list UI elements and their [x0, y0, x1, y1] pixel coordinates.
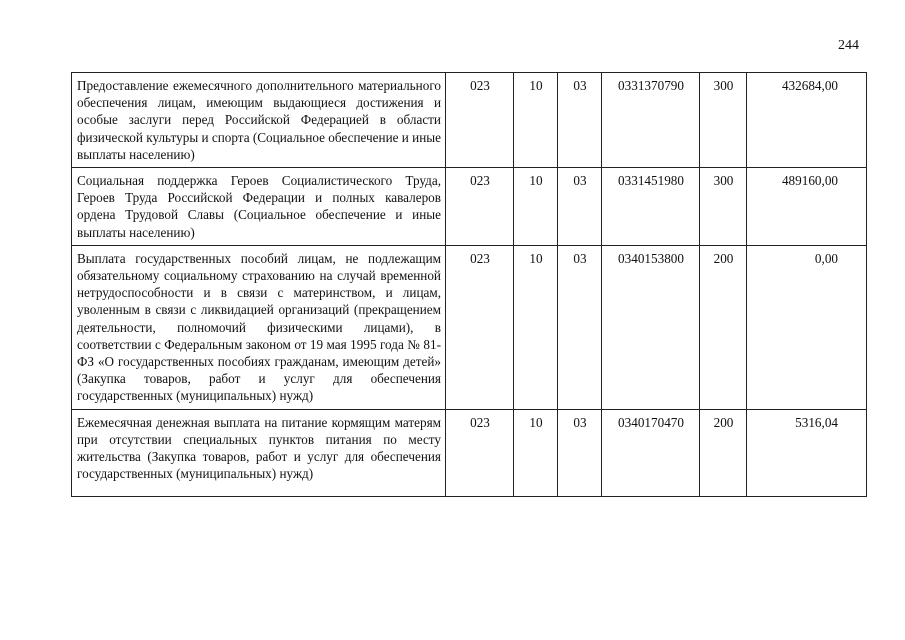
table-row [72, 409, 867, 497]
amount: 432684,00 [747, 73, 867, 168]
subsection-code: 03 [558, 168, 602, 246]
section-code: 10 [514, 409, 558, 497]
budget-table [71, 72, 867, 497]
row-description: Предоставление ежемесячного дополнительного материального обеспечения лицам, имеющим выдающиеся достижения и особые заслуги перед Российской Федерацией в области физической культуры и спорта (Социальное обеспечение и иные выплаты населению) [72, 73, 446, 168]
amount: 0,00 [747, 245, 867, 409]
section-code: 10 [514, 245, 558, 409]
ministry-code: 023 [446, 245, 514, 409]
ministry-code: 023 [446, 168, 514, 246]
table-row [72, 73, 867, 168]
row-description: Выплата государственных пособий лицам, не подлежащим обязательному социальному страхованию на случай временной нетрудоспособности и в связи с материнством, и лицам, уволенным в связи с ликвидацией организаций (прекращением деятельности, полномочий физическими лицами), в соответствии с Федеральным законом от 19 мая 1995 года № 81-ФЗ «О государственных пособиях гражданам, имеющим детей» (Закупка товаров, работ и услуг для обеспечения государственных (муниципальных) нужд) [72, 245, 446, 409]
page-number: 244 [838, 38, 859, 53]
target-article-code: 0340170470 [602, 409, 700, 497]
subsection-code: 03 [558, 73, 602, 168]
amount: 5316,04 [747, 409, 867, 497]
section-code: 10 [514, 168, 558, 246]
row-description: Социальная поддержка Героев Социалистического Труда, Героев Труда Российской Федерации и полных кавалеров ордена Трудовой Славы (Социальное обеспечение и иные выплаты населению) [72, 168, 446, 246]
subsection-code: 03 [558, 245, 602, 409]
table-row [72, 245, 867, 409]
ministry-code: 023 [446, 409, 514, 497]
row-description: Ежемесячная денежная выплата на питание кормящим матерям при отсутствии специальных пунктов питания по месту жительства (Закупка товаров, работ и услуг для обеспечения государственных (муниципальных) нужд) [72, 409, 446, 497]
target-article-code: 0340153800 [602, 245, 700, 409]
expense-type-code: 200 [700, 245, 747, 409]
expense-type-code: 300 [700, 73, 747, 168]
target-article-code: 0331451980 [602, 168, 700, 246]
section-code: 10 [514, 73, 558, 168]
expense-type-code: 200 [700, 409, 747, 497]
amount: 489160,00 [747, 168, 867, 246]
ministry-code: 023 [446, 73, 514, 168]
subsection-code: 03 [558, 409, 602, 497]
expense-type-code: 300 [700, 168, 747, 246]
target-article-code: 0331370790 [602, 73, 700, 168]
table-row [72, 168, 867, 246]
